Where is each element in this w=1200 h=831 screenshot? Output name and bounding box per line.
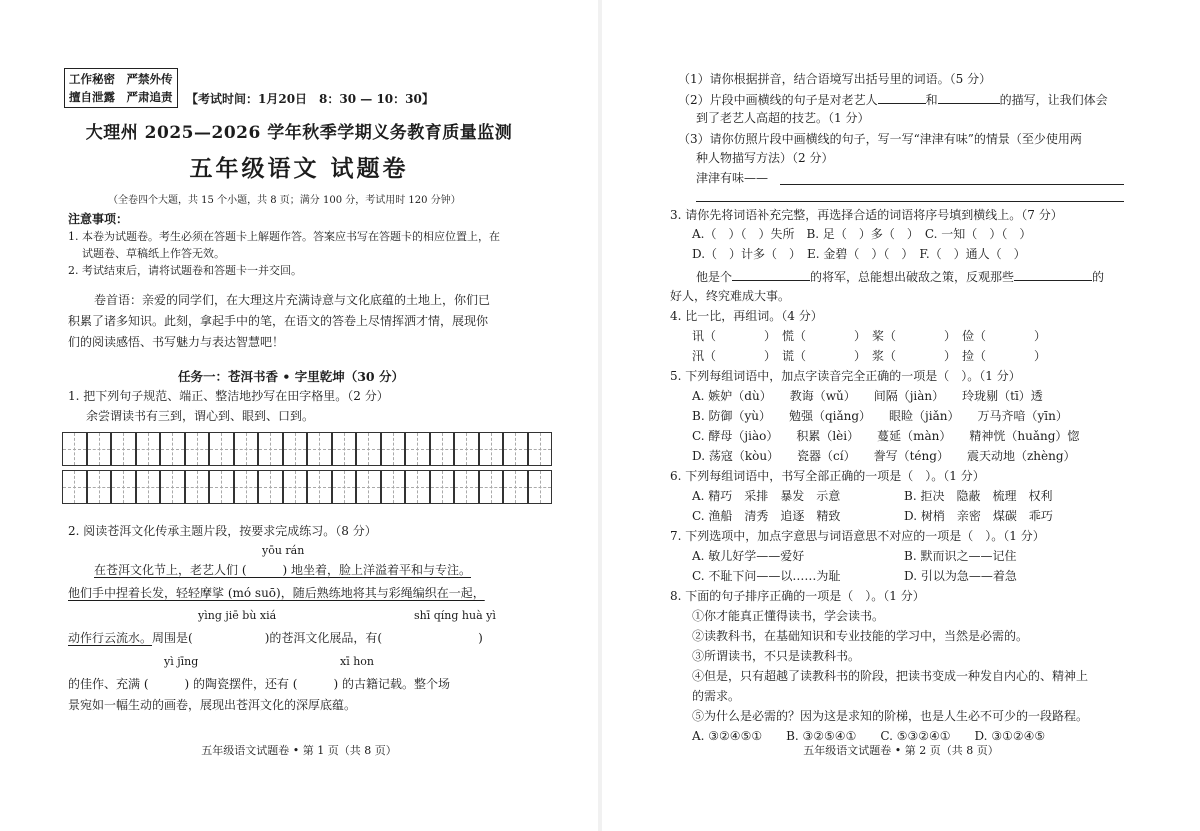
- question-3-fill-cont: 好人，终究难成大事。: [670, 289, 791, 303]
- question-7-option-d: D. 引以为急——着急: [904, 569, 1017, 583]
- preface-line-1: 卷首语：亲爱的同学们，在大理这片充满诗意与文化底蕴的土地上，你们已: [94, 293, 491, 307]
- grid-cell[interactable]: [136, 470, 161, 504]
- grid-cell[interactable]: [160, 432, 185, 466]
- pinyin-2: yìng jiē bù xiá: [198, 609, 277, 622]
- grid-cell[interactable]: [136, 432, 161, 466]
- exam-title-sub: 五年级语文 试题卷: [189, 155, 409, 182]
- grid-cell[interactable]: [283, 432, 308, 466]
- grid-cell[interactable]: [405, 432, 430, 466]
- q2-sub-2-part-c: 的描写，让我们体会: [999, 93, 1108, 107]
- grid-cell[interactable]: [356, 470, 381, 504]
- grid-cell[interactable]: [479, 470, 504, 504]
- answer-line[interactable]: [780, 184, 1124, 185]
- question-1-text: 余尝谓读书有三到，谓心到、眼到、口到。: [86, 409, 315, 423]
- grid-cell[interactable]: [430, 470, 455, 504]
- grid-cell[interactable]: [405, 470, 430, 504]
- preface-line-2: 积累了诸多知识。此刻，拿起手中的笔，在语文的答卷上尽情挥洒才情，展现你: [68, 314, 489, 328]
- answer-blank[interactable]: [938, 91, 1000, 104]
- question-6-option-b: B. 拒决 隐蔽 梳理 权利: [904, 489, 1053, 503]
- grid-cell[interactable]: [503, 470, 528, 504]
- question-6-option-d: D. 树梢 亲密 煤碳 乖巧: [904, 509, 1053, 523]
- question-8-sentence-4: ④但是，只有超越了读教科书的阶段，把读书变成一种发自内心的、精神上: [692, 669, 1089, 683]
- passage-line-4: 的佳作、充满 ( ) 的陶瓷摆件，还有 ( ) 的古籍记载。整个场: [68, 677, 450, 691]
- q3-fill-a: 他是个: [696, 270, 733, 284]
- question-5-option-a: A. 嫉妒（dù） 教诲（wǔ） 间隔（jiàn） 玲珑剔（tī）透: [692, 389, 1043, 403]
- grid-cell[interactable]: [87, 470, 112, 504]
- question-7-option-b: B. 默而识之——记住: [904, 549, 1017, 563]
- q2-sub-2-cont: 到了老艺人高超的技艺。（1 分）: [696, 111, 870, 125]
- exam-title-main: 大理州 2025—2026 学年秋季学期义务教育质量监测: [85, 123, 513, 143]
- pinyin-5: xī hon: [340, 655, 375, 668]
- q3-fill-b: 的将军，总能想出破敌之策，反观那些: [810, 270, 1015, 284]
- question-1: 1. 把下列句子规范、端正、整洁地抄写在田字格里。（2 分）: [68, 389, 389, 403]
- note-1-a: 1. 本卷为试题卷。考生必须在答题卡上解题作答。答案应书写在答题卡的相应位置上，在: [68, 230, 500, 243]
- answer-blank[interactable]: [1014, 268, 1092, 281]
- pinyin-1: yōu rán: [262, 544, 305, 557]
- grid-cell[interactable]: [332, 432, 357, 466]
- question-7-option-a: A. 敏儿好学——爱好: [692, 549, 805, 563]
- exam-page-1: [0, 0, 598, 831]
- q2-sub-3-a: （3）请你仿照片段中画横线的句子，写一写“津津有味”的情景（至少使用两: [678, 132, 1082, 146]
- preface-line-3: 们的阅读感悟、书写魅力与表达智慧吧！: [68, 335, 285, 349]
- question-8-sentence-1: ①你才能真正懂得读书，学会读书。: [692, 609, 885, 623]
- question-8-sentence-4-cont: 的需求。: [692, 689, 741, 703]
- passage-line-3: [68, 630, 483, 647]
- task-1-heading: 任务一：苍洱书香 • 字里乾坤（30 分）: [178, 369, 404, 384]
- q2-sub-2-part-a: （2）片段中画横线的句子是对老艺人: [678, 93, 878, 107]
- question-5-option-c: C. 酵母（jiào） 积累（lèi） 蔓延（màn） 精神恍（huǎng）惚: [692, 429, 1080, 443]
- answer-line[interactable]: [696, 201, 1124, 202]
- grid-cell[interactable]: [356, 432, 381, 466]
- grid-cell[interactable]: [62, 432, 87, 466]
- grid-cell[interactable]: [454, 470, 479, 504]
- passage-line-3-underlined: 动作行云流水。: [68, 631, 153, 645]
- grid-cell[interactable]: [528, 432, 553, 466]
- grid-cell[interactable]: [258, 470, 283, 504]
- pinyin-4: yì jīng: [164, 655, 199, 668]
- q2-sub-2: [678, 91, 1108, 109]
- grid-cell[interactable]: [209, 470, 234, 504]
- exam-info: （全卷四个大题，共 15 个小题，共 8 页；满分 100 分，考试用时 120 分钟）: [108, 195, 461, 206]
- grid-cell[interactable]: [234, 470, 259, 504]
- grid-cell[interactable]: [185, 432, 210, 466]
- answer-blank[interactable]: [878, 91, 926, 104]
- confidential-line-1: 工作秘密 严禁外传: [69, 72, 173, 86]
- grid-cell[interactable]: [332, 470, 357, 504]
- question-8-options: A. ③②④⑤① B. ③②⑤④① C. ⑤③②④① D. ③①②④⑤: [692, 729, 1046, 743]
- grid-cell[interactable]: [258, 432, 283, 466]
- question-3-row-1: A.（ ）（ ）失所 B. 足（ ）多（ ） C. 一知（ ）（ ）: [692, 227, 1032, 241]
- grid-cell[interactable]: [454, 432, 479, 466]
- grid-cell[interactable]: [479, 432, 504, 466]
- passage-line-1: 在苍洱文化节上，老艺人们 ( ) 地坐着，脸上洋溢着平和与专注。: [94, 563, 471, 577]
- passage-line-2: 他们手中捏着长发，轻轻摩挲 (mó suō)，随后熟练地将其与彩绳编织在一起，: [68, 586, 485, 600]
- grid-cell[interactable]: [160, 470, 185, 504]
- question-7: 7. 下列选项中，加点字意思与词语意思不对应的一项是（ ）。（1 分）: [670, 529, 1045, 543]
- grid-cell[interactable]: [307, 432, 332, 466]
- question-6-option-c: C. 渔船 清秀 追逐 精致: [692, 509, 841, 523]
- q3-fill-c: 的: [1092, 270, 1105, 284]
- question-2: 2. 阅读苍洱文化传承主题片段，按要求完成练习。（8 分）: [68, 524, 377, 538]
- question-6-option-a: A. 精巧 采排 暴发 示意: [692, 489, 841, 503]
- pinyin-3: shī qíng huà yì: [414, 609, 496, 622]
- grid-cell[interactable]: [209, 432, 234, 466]
- grid-cell[interactable]: [283, 470, 308, 504]
- question-8-sentence-2: ②读教科书，在基础知识和专业技能的学习中，当然是必需的。: [692, 629, 1029, 643]
- question-4-row-2: 汛（ ） 谎（ ） 浆（ ） 捡（ ）: [692, 349, 1047, 363]
- question-5-option-b: B. 防御（yù） 勉强（qiǎng） 眼睑（jiǎn） 万马齐喑（yīn）: [692, 409, 1068, 423]
- grid-cell[interactable]: [62, 470, 87, 504]
- grid-cell[interactable]: [430, 432, 455, 466]
- page-1-footer: 五年级语文试题卷 • 第 1 页（共 8 页）: [201, 744, 397, 757]
- q2-sub-3-c: 津津有味——: [696, 171, 769, 185]
- grid-cell[interactable]: [185, 470, 210, 504]
- grid-cell[interactable]: [381, 470, 406, 504]
- question-7-option-c: C. 不耻下问——以……为耻: [692, 569, 841, 583]
- note-1-b: 试题卷、草稿纸上作答无效。: [82, 247, 225, 260]
- question-5-option-d: D. 荡寇（kòu） 瓷器（cí） 誊写（téng） 震天动地（zhèng）: [692, 449, 1076, 463]
- question-4-row-1: 讯（ ） 慌（ ） 桨（ ） 俭（ ）: [692, 329, 1047, 343]
- grid-cell[interactable]: [307, 470, 332, 504]
- passage-line-5: 景宛如一幅生动的画卷，展现出苍洱文化的深厚底蕴。: [68, 698, 357, 712]
- q2-sub-2-part-b: 和: [925, 93, 938, 107]
- question-3: 3. 请你先将词语补充完整，再选择合适的词语将序号填到横线上。（7 分）: [670, 208, 1063, 222]
- page-2-footer: 五年级语文试题卷 • 第 2 页（共 8 页）: [803, 744, 999, 757]
- question-6: 6. 下列每组词语中，书写全部正确的一项是（ ）。（1 分）: [670, 469, 985, 483]
- grid-cell[interactable]: [528, 470, 553, 504]
- passage-line-3-rest: 周围是( )的苍洱文化展品，有( ): [152, 631, 483, 645]
- question-8-sentence-3: ③所谓读书，不只是读教科书。: [692, 649, 861, 663]
- question-4: 4. 比一比，再组词。（4 分）: [670, 309, 823, 323]
- grid-cell[interactable]: [111, 432, 136, 466]
- question-8-sentence-5: ⑤为什么是必需的？因为这是求知的阶梯，也是人生必不可少的一段路程。: [692, 709, 1089, 723]
- question-8: 8. 下面的句子排序正确的一项是（ ）。（1 分）: [670, 589, 925, 603]
- q2-sub-3-b: 种人物描写方法）（2 分）: [696, 151, 834, 165]
- question-3-row-2: D.（ ）计多（ ） E. 金碧（ ）（ ） F.（ ）通人（ ）: [692, 247, 1026, 261]
- q2-sub-1: （1）请你根据拼音，结合语境写出括号里的词语。（5 分）: [678, 72, 992, 86]
- grid-cell[interactable]: [234, 432, 259, 466]
- grid-cell[interactable]: [381, 432, 406, 466]
- note-2: 2. 考试结束后，请将试题卷和答题卡一并交回。: [68, 264, 302, 277]
- exam-time: 【考试时间：1月20日 8：30 — 10：30】: [186, 92, 434, 106]
- question-3-fill: [696, 268, 1104, 286]
- grid-cell[interactable]: [87, 432, 112, 466]
- confidential-line-2: 擅自泄露 严肃追责: [69, 90, 173, 104]
- answer-blank[interactable]: [732, 268, 810, 281]
- question-5: 5. 下列每组词语中，加点字读音完全正确的一项是（ ）。（1 分）: [670, 369, 1021, 383]
- exam-page-2: [602, 0, 1200, 831]
- confidential-box: [64, 68, 178, 108]
- grid-cell[interactable]: [503, 432, 528, 466]
- notes-title: 注意事项：: [68, 212, 129, 226]
- grid-cell[interactable]: [111, 470, 136, 504]
